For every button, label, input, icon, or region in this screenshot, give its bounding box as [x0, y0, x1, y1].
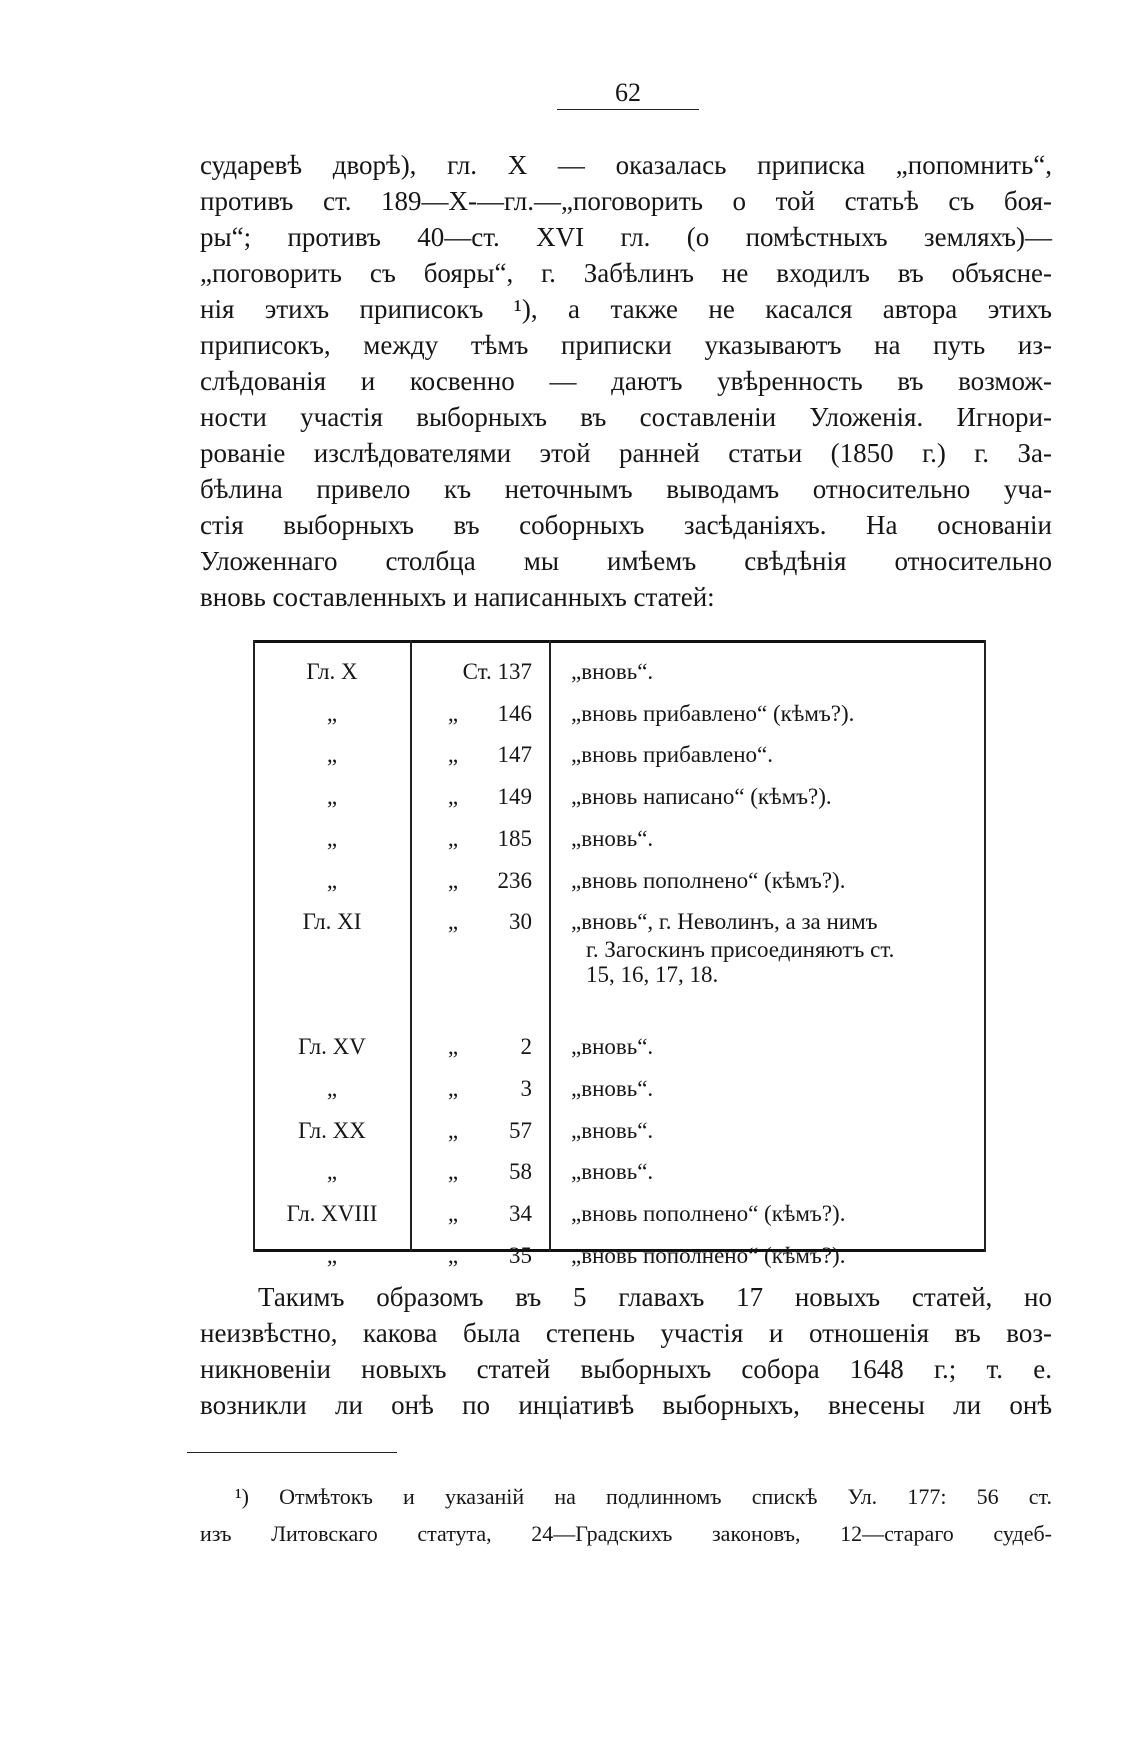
chapter-cell: „ [326, 1159, 338, 1185]
article-prefix: „ [447, 1242, 459, 1268]
text-line: слѣдованія и косвенно — даютъ увѣренность въ возмож- [200, 366, 1052, 396]
note-line: „вновь прибавлено“ (кѣмъ?). [571, 700, 855, 726]
text-line: нія этихъ приписокъ ¹), а также не касался автора этихъ [200, 294, 1052, 324]
page-number: 62 [615, 78, 641, 107]
article-number: 185 [497, 825, 532, 851]
article-prefix: „ [447, 867, 459, 893]
article-number: 30 [509, 909, 532, 935]
articles-table [254, 640, 986, 1268]
chapter-cell: „ [326, 825, 338, 851]
note-cell [571, 866, 845, 896]
note-line: „вновь“. [571, 1076, 654, 1101]
article-number: 57 [509, 1117, 532, 1143]
chapter-cell: „ [326, 700, 338, 726]
article-prefix: „ [447, 1076, 459, 1101]
article-cell [404, 657, 532, 687]
chapter-cell: „ [326, 1076, 338, 1101]
note-line: „вновь написано“ (кѣмъ?). [571, 784, 832, 810]
text-line: никновеніи новыхъ статей выборныхъ собора 1648 г.; т. е. [200, 1354, 1052, 1384]
table-right-border [984, 640, 986, 1252]
table-column-divider [410, 640, 412, 1252]
chapter-cell: „ [326, 1242, 338, 1268]
note-line: „вновь пополнено“ (кѣмъ?). [571, 1201, 846, 1227]
article-prefix: „ [447, 784, 459, 810]
text-line: Такимъ образомъ въ 5 главахъ 17 новыхъ статей, но [258, 1282, 1052, 1312]
article-number: 146 [497, 700, 532, 726]
article-number: 2 [520, 1034, 532, 1060]
article-number: 236 [497, 867, 532, 893]
chapter-cell: „ [326, 867, 338, 893]
article-prefix: Ст. [462, 659, 492, 684]
text-line: стія выборныхъ въ соборныхъ засѣданіяхъ. На основаніи [200, 510, 1052, 540]
note-cell [571, 1241, 845, 1271]
note-line: „вновь прибавлено“. [571, 742, 774, 768]
article-number: 35 [509, 1242, 532, 1268]
note-line: „вновь“. [571, 1159, 654, 1185]
note-line: „вновь“. [571, 825, 654, 851]
text-line: неизвѣстно, какова была степень участія и отношенія въ воз- [200, 1318, 1052, 1348]
page-number-rule [557, 109, 699, 110]
chapter-cell: Гл. XX [298, 1117, 366, 1143]
text-line: ности участія выборныхъ въ составленіи Уложенія. Игнори- [200, 402, 1052, 432]
note-cell [571, 782, 832, 812]
text-line: Уложеннаго столбца мы имѣемъ свѣдѣнія относительно [200, 546, 1052, 576]
note-line: г. Загоскинъ присоединяютъ ст. [586, 937, 895, 963]
article-number: 137 [497, 659, 532, 684]
article-prefix: „ [447, 742, 459, 768]
article-number: 147 [497, 742, 532, 768]
note-cell [571, 1157, 653, 1187]
note-cell [571, 824, 653, 854]
note-line: „вновь“, г. Неволинъ, а за нимъ [571, 909, 878, 935]
note-line: „вновь“. [571, 1117, 654, 1143]
footnote-line: изъ Литовскаго статута, 24—Градскихъ законовъ, 12—стараго судеб- [200, 1521, 1052, 1546]
note-cell [571, 1199, 845, 1229]
note-line: „вновь пополнено“ (кѣмъ?). [571, 867, 846, 893]
article-prefix: „ [447, 700, 459, 726]
article-prefix: „ [447, 909, 459, 935]
footnote-line: ¹) Отмѣтокъ и указаній на подлинномъ спискѣ Ул. 177: 56 ст. [235, 1484, 1052, 1509]
article-prefix: „ [447, 1034, 459, 1060]
text-line: приписокъ, между тѣмъ приписки указываютъ на путь из- [200, 330, 1052, 360]
table-top-rule [254, 640, 986, 643]
article-number: 58 [509, 1159, 532, 1185]
chapter-cell: Гл. X [306, 659, 358, 684]
footnote-rule [187, 1452, 397, 1453]
text-line: рованіе изслѣдователями этой ранней статьи (1850 г.) г. За- [200, 438, 1052, 468]
note-cell [571, 699, 854, 729]
note-line: „вновь пополнено“ (кѣмъ?). [571, 1242, 846, 1268]
article-prefix: „ [447, 1117, 459, 1143]
text-line: вновь составленныхъ и написанныхъ статей: [200, 582, 715, 612]
text-line: противъ ст. 189—X-—гл.—„поговорить о той статьѣ съ боя- [200, 186, 1052, 216]
note-cell [571, 907, 894, 987]
text-line: „поговорить съ бояры“, г. Забѣлинъ не входилъ въ объясне- [200, 258, 1052, 288]
article-prefix: „ [447, 825, 459, 851]
note-cell [571, 1074, 653, 1104]
note-cell [571, 740, 773, 770]
note-cell [571, 1032, 653, 1062]
article-prefix: „ [447, 1159, 459, 1185]
chapter-cell: Гл. XVIII [286, 1201, 378, 1227]
chapter-cell: Гл. XV [298, 1034, 366, 1060]
note-cell [571, 657, 653, 687]
chapter-cell: „ [326, 784, 338, 810]
article-number: 34 [509, 1201, 532, 1227]
table-column-divider [549, 640, 551, 1252]
text-line: ры“; противъ 40—ст. XVI гл. (о помѣстныхъ земляхъ)— [200, 222, 1052, 252]
note-cell [571, 1116, 653, 1146]
note-line: „вновь“. [571, 1034, 654, 1060]
chapter-cell: Гл. XI [302, 909, 362, 935]
chapter-cell: „ [326, 742, 338, 768]
article-number: 149 [497, 784, 532, 810]
text-line: бѣлина привело къ неточнымъ выводамъ относительно уча- [200, 474, 1052, 504]
note-line: „вновь“. [571, 659, 654, 684]
text-line: сударевѣ дворѣ), гл. X — оказалась приписка „попомнить“, [200, 150, 1052, 180]
article-number: 3 [520, 1076, 532, 1101]
note-line: 15, 16, 17, 18. [586, 962, 719, 988]
article-prefix: „ [447, 1201, 459, 1227]
text-line: возникли ли онѣ по инціативѣ выборныхъ, внесены ли онѣ [200, 1390, 1052, 1420]
